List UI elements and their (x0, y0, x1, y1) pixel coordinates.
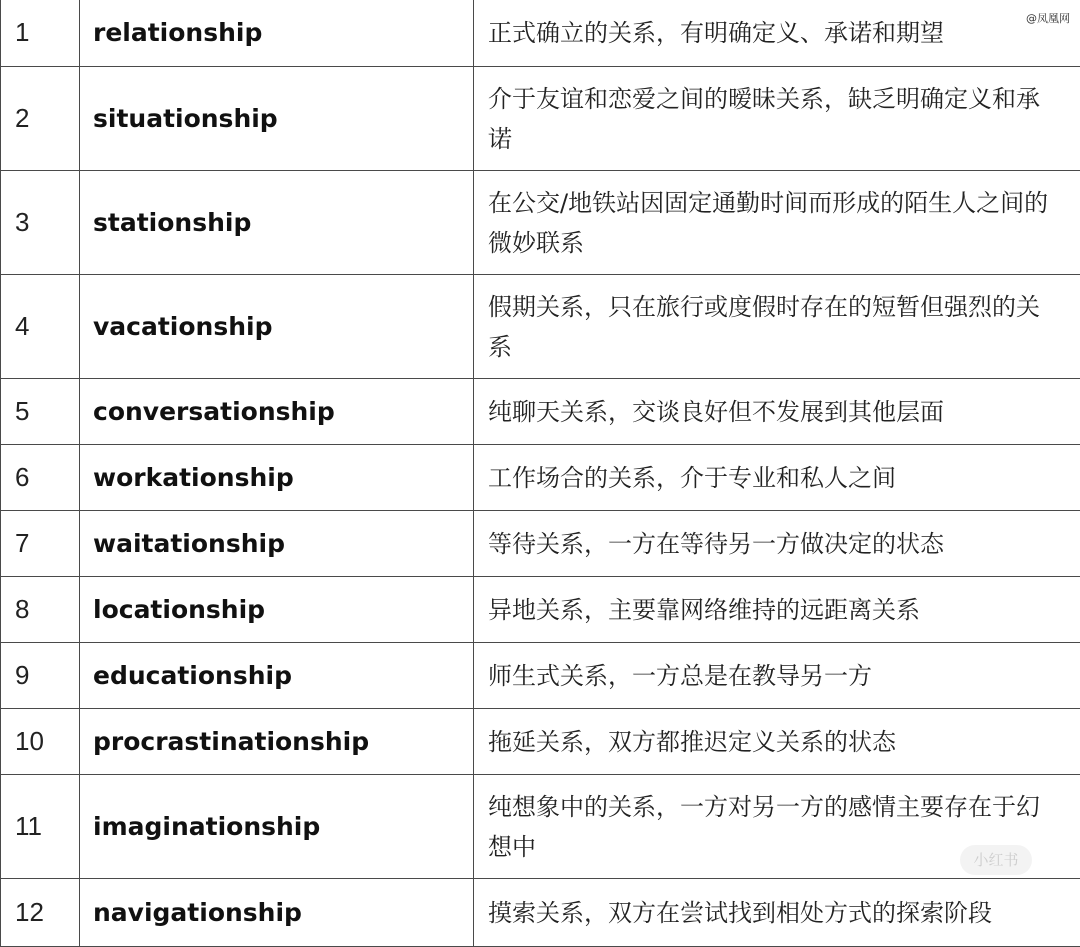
table-row (1, 879, 1080, 947)
term-cell: stationship (80, 171, 474, 275)
source-watermark: @凤凰网 (1026, 10, 1070, 26)
description-cell: 拖延关系，双方都推迟定义关系的状态 (474, 709, 1080, 775)
table-row (1, 67, 1080, 171)
description-cell: 异地关系，主要靠网络维持的远距离关系 (474, 577, 1080, 643)
table-row (1, 511, 1080, 577)
term-cell: locationship (80, 577, 474, 643)
description-cell: 纯聊天关系，交谈良好但不发展到其他层面 (474, 379, 1080, 445)
description-cell: 师生式关系，一方总是在教导另一方 (474, 643, 1080, 709)
row-number: 12 (1, 879, 80, 947)
table-row (1, 0, 1080, 67)
table-row (1, 577, 1080, 643)
term-cell: navigationship (80, 879, 474, 947)
term-cell: workationship (80, 445, 474, 511)
term-cell: conversationship (80, 379, 474, 445)
table-row (1, 171, 1080, 275)
row-number: 11 (1, 775, 80, 879)
description-cell: 摸索关系，双方在尝试找到相处方式的探索阶段 (474, 879, 1080, 947)
table-row (1, 709, 1080, 775)
table-row (1, 775, 1080, 879)
row-number: 2 (1, 67, 80, 171)
term-cell: imaginationship (80, 775, 474, 879)
row-number: 7 (1, 511, 80, 577)
term-cell: vacationship (80, 275, 474, 379)
description-cell: 工作场合的关系，介于专业和私人之间 (474, 445, 1080, 511)
row-number: 10 (1, 709, 80, 775)
description-cell: 等待关系，一方在等待另一方做决定的状态 (474, 511, 1080, 577)
table-row (1, 445, 1080, 511)
row-number: 6 (1, 445, 80, 511)
row-number: 3 (1, 171, 80, 275)
description-cell: 介于友谊和恋爱之间的暧昧关系，缺乏明确定义和承诺 (474, 67, 1080, 171)
row-number: 1 (1, 0, 80, 67)
description-cell: 假期关系，只在旅行或度假时存在的短暂但强烈的关系 (474, 275, 1080, 379)
description-cell: 正式确立的关系，有明确定义、承诺和期望 (474, 0, 1080, 67)
description-cell: 在公交/地铁站因固定通勤时间而形成的陌生人之间的微妙联系 (474, 171, 1080, 275)
table-row (1, 379, 1080, 445)
term-cell: educationship (80, 643, 474, 709)
term-cell: relationship (80, 0, 474, 67)
row-number: 5 (1, 379, 80, 445)
row-number: 4 (1, 275, 80, 379)
description-cell: 纯想象中的关系，一方对另一方的感情主要存在于幻想中 (474, 775, 1080, 879)
table-row (1, 643, 1080, 709)
table-row (1, 275, 1080, 379)
row-number: 9 (1, 643, 80, 709)
row-number: 8 (1, 577, 80, 643)
term-cell: waitationship (80, 511, 474, 577)
term-cell: procrastinationship (80, 709, 474, 775)
term-cell: situationship (80, 67, 474, 171)
app-logo-watermark: 小红书 (960, 845, 1032, 875)
